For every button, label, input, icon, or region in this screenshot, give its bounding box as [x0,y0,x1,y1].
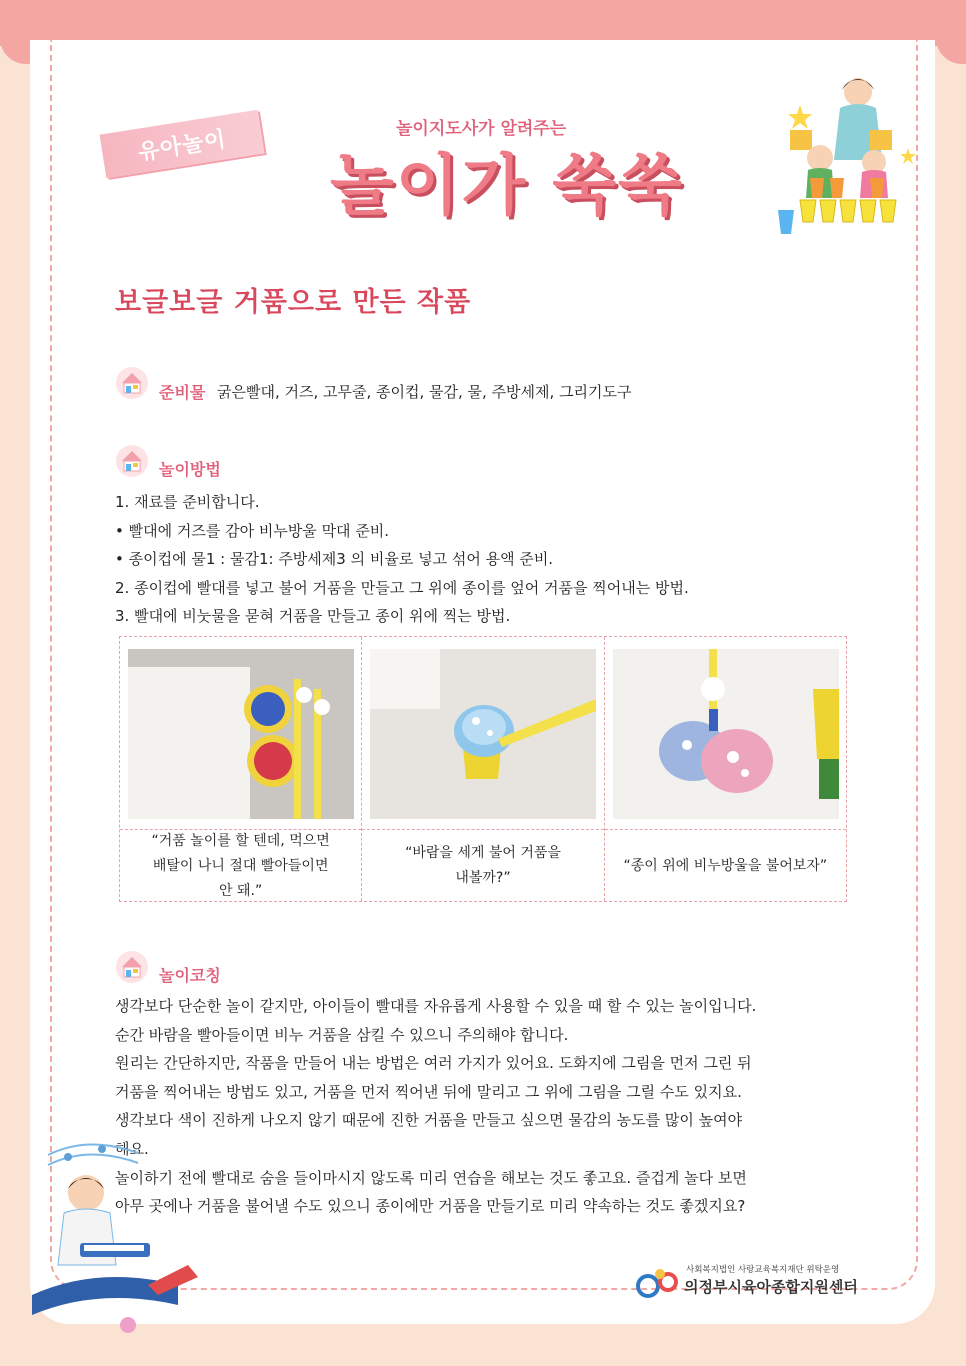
teacher-kids-illustration [770,70,920,240]
step-line: • 빨대에 거즈를 감아 비누방울 막대 준비. [115,521,390,540]
house-blocks-icon [115,950,149,984]
footer-org-small: 사회복지법인 사랑교육복지재단 위탁운영 [686,1265,840,1275]
coaching-line: 원리는 간단하지만, 작품을 만들어 내는 방법은 여러 가지가 있어요. 도화지에 그림을 먼저 그린 뒤 [115,1054,752,1073]
photo-blowing-bubbles [370,649,596,819]
materials-label: 준비물 [159,383,206,402]
photo-cell [120,637,362,901]
coaching-line: 해요. [115,1139,149,1158]
step-line: 3. 빨대에 비눗물을 묻혀 거품을 만들고 종이 위에 찍는 방법. [115,607,511,625]
article-title: 보글보글 거품으로 만든 작품 [115,287,472,318]
house-blocks-icon [115,366,149,400]
method-steps [115,488,689,631]
coaching-line: 생각보다 단순한 놀이 같지만, 아이들이 빨대를 자유롭게 사용할 수 있을 때 할 수 있는 놀이입니다. [115,997,757,1015]
coaching-line: 놀이하기 전에 빨대로 숨을 들이마시지 않도록 미리 연습을 해보는 것도 좋고요. 즐겁게 놀다 보면 [115,1168,747,1187]
category-badge: 유아놀이 [100,110,265,178]
photo-caption: “거품 놀이를 할 텐데, 먹으면 배탈이 나니 절대 빨아들이면 안 돼.” [151,832,330,899]
photo-cell [605,637,846,901]
photo-caption: “바람을 세게 불어 거품을 내볼까?” [405,845,561,886]
step-line: 2. 종이컵에 빨대를 넣고 불어 거품을 만들고 그 위에 종이를 엎어 거품을 찍어내는 방법. [115,578,689,597]
photo-table [119,636,847,902]
step-line: 1. 재료를 준비합니다. [115,493,260,511]
header-subtitle: 놀이지도사가 알려주는 [396,119,567,139]
header-title: 놀이가 쑥쑥 [330,147,684,224]
coaching-text [115,992,756,1221]
step-line: • 종이컵에 물1 : 물감1: 주방세제3 의 비율로 넣고 섞어 용액 준비. [115,550,554,568]
photo-bubble-print [613,649,839,819]
footer-org-name: 의정부시육아종합지원센터 [684,1278,858,1296]
coaching-label: 놀이코칭 [159,966,221,985]
coaching-line: 아무 곳에나 거품을 불어낼 수도 있으니 종이에만 거품을 만들기로 미리 약속하는 것도 좋겠지요? [115,1197,746,1216]
boy-melodica-illustration [28,1135,208,1345]
coaching-line: 거품을 찍어내는 방법도 있고, 거품을 먼저 찍어낸 뒤에 말리고 그 위에 그림을 그릴 수도 있지요. [115,1082,742,1101]
photo-caption: “종이 위에 비누방울을 불어보자” [623,857,828,874]
materials-text: 굵은빨대, 거즈, 고무줄, 종이컵, 물감, 물, 주방세제, 그리기도구 [217,383,632,401]
coaching-line: 생각보다 색이 진하게 나오지 않기 때문에 진한 거품을 만들고 싶으면 물감의 농도를 많이 높여야 [115,1111,743,1130]
method-label: 놀이방법 [159,460,221,479]
coaching-line: 순간 바람을 빨아들이면 비누 거품을 삼킬 수 있으니 주의해야 합니다. [115,1025,569,1044]
photo-materials [128,649,354,819]
photo-cell [362,637,604,901]
house-blocks-icon [115,444,149,478]
